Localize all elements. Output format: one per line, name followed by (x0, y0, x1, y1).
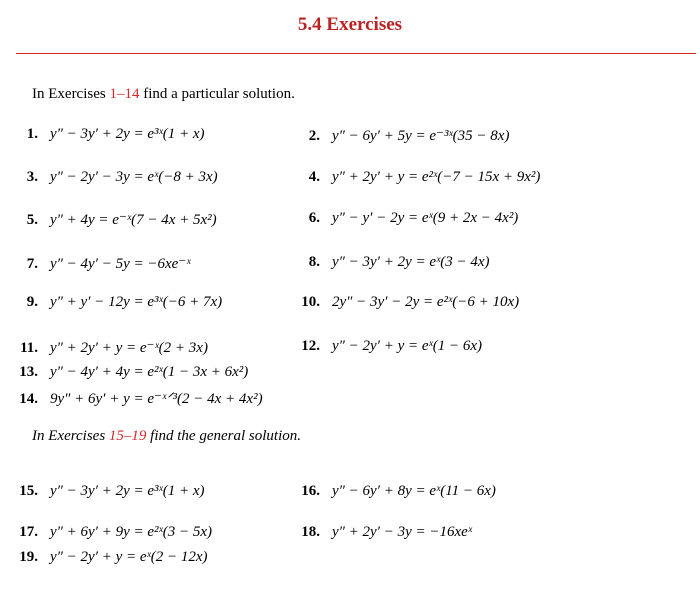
exercise-equation: y″ + y′ − 12y = e³ˣ(−6 + 7x) (50, 294, 223, 310)
exercise-2 (294, 126, 509, 145)
exercise-equation: y″ + 2y′ + y = e²ˣ(−7 − 15x + 9x²) (332, 169, 541, 185)
exercise-equation: y″ + 2y′ + y = e⁻ˣ(2 + 3x) (50, 340, 208, 356)
instructions-suffix: find the general solution. (146, 428, 301, 444)
exercise-equation: y″ − 3y′ + 2y = e³ˣ(1 + x) (50, 483, 205, 499)
exercise-number: 6. (308, 210, 320, 226)
exercise-10 (294, 294, 519, 311)
exercise-equation: y″ − 3y′ + 2y = eˣ(3 − 4x) (332, 254, 490, 270)
exercise-number: 11. (20, 340, 38, 356)
instructions-suffix: find a particular solution. (139, 86, 295, 102)
exercise-equation: y″ + 2y′ − 3y = −16xeˣ (332, 524, 473, 540)
exercise-number: 7. (26, 256, 38, 272)
exercise-4 (294, 169, 540, 186)
section-title: 5.4 Exercises (297, 14, 403, 35)
exercise-number: 3. (26, 169, 38, 185)
exercise-12 (294, 338, 482, 355)
exercise-equation: y″ − 6y′ + 8y = eˣ(11 − 6x) (332, 483, 496, 499)
exercise-number: 5. (26, 212, 38, 228)
exercise-6 (294, 210, 518, 227)
exercise-9 (12, 294, 222, 311)
exercise-8 (294, 254, 490, 271)
exercise-17 (12, 524, 212, 541)
exercise-equation: y″ − 2y′ − 3y = eˣ(−8 + 3x) (50, 169, 218, 185)
exercise-equation: y″ − 3y′ + 2y = e³ˣ(1 + x) (50, 126, 205, 142)
exercise-19 (12, 549, 208, 566)
exercise-number: 10. (301, 294, 320, 310)
exercise-number: 2. (308, 128, 320, 144)
exercise-equation: 9y″ + 6y′ + y = e⁻ˣᐟ³(2 − 4x + 4x²) (50, 391, 263, 407)
exercise-number: 4. (308, 169, 320, 185)
exercise-equation: y″ − y′ − 2y = eˣ(9 + 2x − 4x²) (332, 210, 519, 226)
exercise-number: 9. (26, 294, 38, 310)
instructions-general (32, 428, 301, 445)
exercise-7 (12, 254, 190, 273)
exercise-5 (12, 210, 217, 229)
exercise-number: 16. (301, 483, 320, 499)
exercise-number: 14. (19, 391, 38, 407)
exercise-number: 18. (301, 524, 320, 540)
exercise-14 (12, 389, 263, 408)
exercise-18 (294, 524, 472, 541)
exercise-number: 1. (26, 126, 38, 142)
exercise-number: 17. (19, 524, 38, 540)
exercise-number: 13. (19, 364, 38, 380)
instructions-prefix: In Exercises (32, 428, 109, 444)
instructions-particular (32, 86, 295, 103)
exercise-equation: y″ − 4y′ + 4y = e²ˣ(1 − 3x + 6x²) (50, 364, 249, 380)
title-divider (16, 53, 696, 54)
exercise-1 (12, 126, 205, 143)
exercise-range-link[interactable]: 1–14 (109, 86, 140, 102)
exercise-equation: y″ + 4y = e⁻ˣ(7 − 4x + 5x²) (50, 212, 217, 228)
exercise-number: 8. (308, 254, 320, 270)
exercise-equation: y″ + 6y′ + 9y = e²ˣ(3 − 5x) (50, 524, 213, 540)
exercise-number: 15. (19, 483, 38, 499)
exercise-equation: 2y″ − 3y′ − 2y = e²ˣ(−6 + 10x) (332, 294, 520, 310)
instructions-prefix: In Exercises (32, 86, 110, 102)
exercise-16 (294, 483, 496, 500)
exercise-equation: y″ − 2y′ + y = eˣ(1 − 6x) (332, 338, 483, 354)
exercise-number: 12. (301, 338, 320, 354)
exercise-15 (12, 483, 205, 500)
exercise-11 (12, 338, 208, 357)
exercise-number: 19. (19, 549, 38, 565)
exercise-13 (12, 364, 248, 381)
exercise-3 (12, 169, 218, 186)
exercise-equation: y″ − 2y′ + y = eˣ(2 − 12x) (50, 549, 208, 565)
exercise-equation: y″ − 4y′ − 5y = −6xe⁻ˣ (50, 256, 191, 272)
exercise-range-link[interactable]: 15–19 (108, 428, 147, 444)
exercise-equation: y″ − 6y′ + 5y = e⁻³ˣ(35 − 8x) (332, 128, 510, 144)
